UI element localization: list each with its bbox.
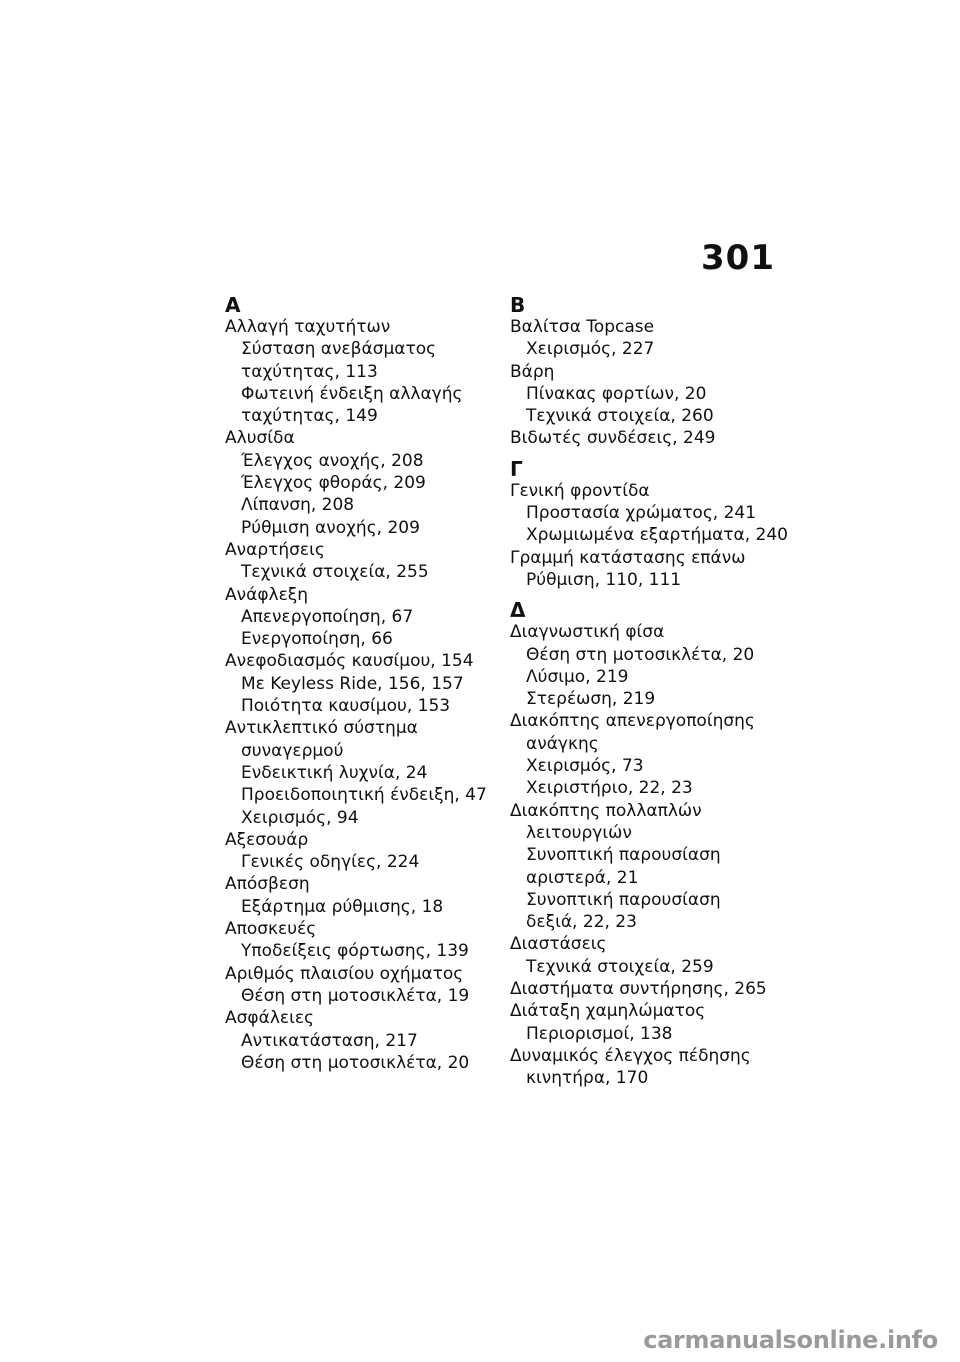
index-subentry: Ρύθμιση ανοχής, 209 [241, 517, 420, 538]
index-subentry: ανάγκης [526, 733, 599, 754]
index-subentry: λειτουργιών [526, 822, 632, 843]
index-subentry: Πίνακας φορτίων, 20 [526, 383, 707, 404]
index-subentry: Λίπανση, 208 [241, 495, 355, 516]
index-subentry: Χειριστήριο, 22, 23 [526, 778, 693, 799]
index-entry: Ανεφοδιασμός καυσίμου, 154 [225, 651, 474, 672]
index-subentry: Απενεργοποίηση, 67 [241, 606, 414, 627]
index-subentry: Αντικατάσταση, 217 [241, 1030, 418, 1051]
index-entry: Γενική φροντίδα [510, 480, 650, 501]
index-letter-heading: Β [510, 293, 526, 317]
index-subentry: Χρωμιωμένα εξαρτήματα, 240 [526, 525, 788, 546]
index-entry: Αποσκευές [225, 919, 317, 940]
index-subentry: Θέση στη μοτοσικλέτα, 20 [526, 644, 755, 665]
index-entry: Βαλίτσα Topcase [510, 317, 655, 337]
index-entry: Δυναμικός έλεγχος πέδησης [510, 1045, 751, 1066]
index-subentry: Με Keyless Ride, 156, 157 [241, 673, 464, 694]
index-entry: Ασφάλειες [225, 1008, 314, 1029]
index-entry: Αλυσίδα [225, 428, 295, 449]
index-subentry: Στερέωση, 219 [526, 689, 656, 710]
index-letter-heading: Δ [510, 598, 526, 623]
index-entry: Βιδωτές συνδέσεις, 249 [510, 428, 716, 449]
index-subentry: Υποδείξεις φόρτωσης, 139 [241, 941, 469, 962]
index-subentry: Χειρισμός, 94 [241, 807, 359, 828]
page-number: 301 [701, 238, 775, 278]
index-subentry: αριστερά, 21 [526, 867, 639, 888]
index-entry: Γραμμή κατάστασης επάνω [510, 547, 746, 568]
index-subentry: Συνοπτική παρουσίαση [526, 845, 721, 866]
index-entry: Αριθμός πλαισίου οχήματος [225, 963, 464, 984]
index-subentry: Χειρισμός, 73 [526, 756, 644, 777]
index-subentry: Ρύθμιση, 110, 111 [526, 569, 682, 590]
index-letter-heading: Α [225, 293, 241, 317]
index-subentry: Ενεργοποίηση, 66 [241, 629, 393, 650]
index-subentry: Έλεγχος φθοράς, 209 [241, 473, 426, 494]
index-entry: Διαστάσεις [510, 934, 607, 955]
index-subentry: Ποιότητα καυσίμου, 153 [241, 696, 451, 717]
index-entry: Διαστήματα συντήρησης, 265 [510, 979, 767, 1000]
index-subentry: Θέση στη μοτοσικλέτα, 19 [241, 985, 470, 1006]
index-letter-heading: Γ [510, 456, 523, 481]
index-subentry: Έλεγχος ανοχής, 208 [241, 450, 424, 471]
index-entry: Βάρη [510, 361, 555, 382]
index-subentry: Φωτεινή ένδειξη αλλαγής [241, 383, 463, 404]
index-subentry: Τεχνικά στοιχεία, 260 [526, 406, 714, 427]
index-column-left [225, 294, 485, 1074]
index-entry: Απόσβεση [225, 874, 310, 895]
index-entry: Διακόπτης απενεργοποίησης [510, 711, 755, 732]
index-subentry: δεξιά, 22, 23 [526, 912, 637, 933]
index-subentry: Γενικές οδηγίες, 224 [241, 852, 420, 873]
index-subentry: ταχύτητας, 113 [241, 361, 378, 382]
index-subentry: κινητήρα, 170 [526, 1068, 649, 1089]
index-entry: Διακόπτης πολλαπλών [510, 800, 702, 821]
index-subentry: Προστασία χρώματος, 241 [526, 503, 757, 524]
index-entry: Διάταξη χαμηλώματος [510, 1001, 706, 1022]
index-entry: Αλλαγή ταχυτήτων [225, 317, 391, 337]
index-entry: Ανάφλεξη [225, 584, 309, 605]
index-subentry: Προειδοποιητική ένδειξη, 47 [241, 785, 487, 806]
index-subentry: Περιορισμοί, 138 [526, 1023, 673, 1044]
index-entry: Αξεσουάρ [225, 829, 309, 850]
index-subentry: συναγερμού [241, 740, 344, 761]
index-subentry: Ενδεικτική λυχνία, 24 [241, 762, 428, 783]
index-subentry: Συνοπτική παρουσίαση [526, 889, 721, 910]
index-entry: Διαγνωστική φίσα [510, 622, 665, 643]
index-subentry: Λύσιμο, 219 [526, 666, 629, 687]
index-entry: Αναρτήσεις [225, 539, 325, 560]
watermark[interactable]: carmanualsonline.info [643, 1326, 938, 1354]
index-subentry: Τεχνικά στοιχεία, 259 [526, 956, 714, 977]
index-entry: Αντικλεπτικό σύστημα [225, 718, 418, 739]
index-column-right [510, 293, 788, 1090]
index-subentry: Τεχνικά στοιχεία, 255 [241, 562, 429, 583]
index-subentry: Θέση στη μοτοσικλέτα, 20 [241, 1052, 470, 1073]
index-subentry: ταχύτητας, 149 [241, 406, 378, 427]
index-subentry: Εξάρτημα ρύθμισης, 18 [241, 896, 444, 917]
index-subentry: Σύσταση ανεβάσματος [241, 339, 437, 360]
index-subentry: Χειρισμός, 227 [526, 339, 655, 360]
